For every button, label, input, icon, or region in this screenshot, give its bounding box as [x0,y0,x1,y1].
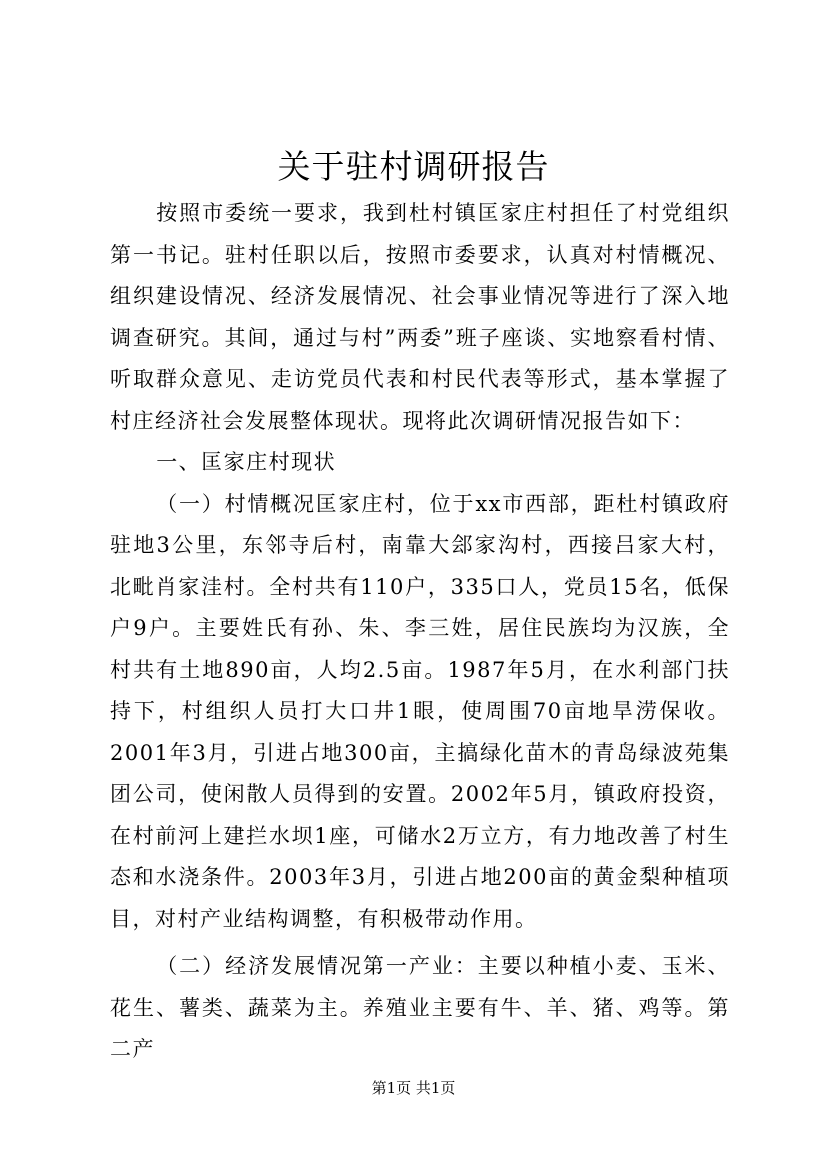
document-title: 关于驻村调研报告 [277,147,550,186]
section-heading: 一、匡家庄村现状 [156,450,337,474]
document-body [110,193,730,1071]
paragraph-intro: 按照市委统一要求，我到杜村镇匡家庄村担任了村党组织第一书记。驻村任职以后，按照市委要求，认真对村情概况、组织建设情况、经济发展情况、社会事业情况等进行了深入地调查研究。其间，通过与村”两委”班子座谈、实地察看村情、听取群众意见、走访党员代表和村民代表等形式，基本掌握了村庄经济社会发展整体现状。现将此次调研情况报告如下： [110,201,730,433]
paragraph-economic-development: （二）经济发展情况第一产业：主要以种植小麦、玉米、花生、薯类、蔬菜为主。养殖业主要有牛、羊、猪、鸡等。第二产 [110,954,730,1061]
paragraph-village-overview: （一）村情概况匡家庄村，位于xx市西部，距杜村镇政府驻地3公里，东邻寺后村，南靠大郐家沟村，西接吕家大村，北毗肖家洼村。全村共有110户，335口人，党员15名，低保户9户。主要姓氏有孙、朱、李三姓，居住民族均为汉族，全村共有土地890亩，人均2.5亩。1987年5月，在水利部门扶持下，村组织人员打大口井1眼，使周围70亩地旱涝保收。2001年3月，引进占地300亩，主搞绿化苗木的青岛绿波苑集团公司，使闲散人员得到的安置。2002年5月，镇政府投资，在村前河上建拦水坝1座，可储水2万立方，有力地改善了村生态和水浇条件。2003年3月，引进占地200亩的黄金梨种植项目，对村产业结构调整，有积极带动作用。 [110,491,730,931]
page-footer: 第1页 共1页 [371,1079,456,1097]
